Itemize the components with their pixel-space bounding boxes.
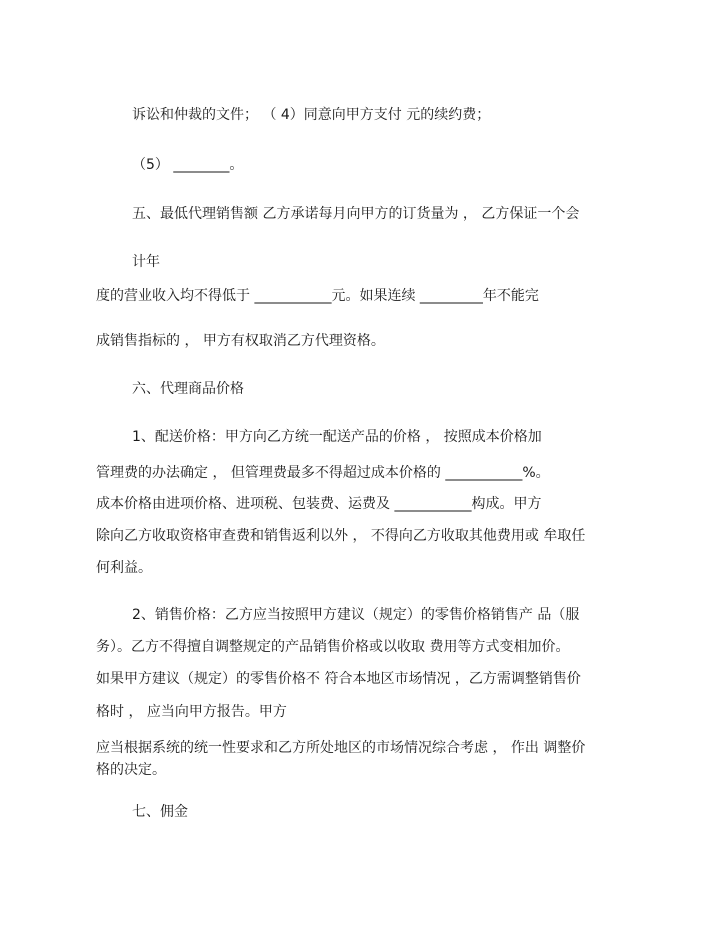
text-line-cancel-qualification: 成销售指标的 ， 甲方有权取消乙方代理资格。 [96,333,385,349]
text-line-report-to-party-a: 格时 ， 应当向甲方报告。甲方 [96,704,287,720]
text-line-no-price-adjustment: 务）。乙方不得擅自调整规定的产品销售价格或以收取 费用等方式变相加价。 [96,639,570,655]
text-line-benefit: 何利益。 [96,560,152,576]
text-line-fiscal-year: 计年 [132,254,160,270]
text-line-comprehensive-consideration: 应当根据系统的统一性要求和乙方所处地区的市场情况综合考虑 ， 作出 调整价 [96,740,586,756]
text-line-section-5-heading: 五、最低代理销售额 乙方承诺每月向甲方的订货量为 ， 乙方保证一个会 [132,206,580,222]
text-line-management-fee: 管理费的办法确定 ， 但管理费最多不得超过成本价格的 ___________%。 [96,465,550,481]
text-line-local-market: 如果甲方建议（规定）的零售价格不 符合本地区市场情况 ，乙方需调整销售价 [96,671,581,687]
text-line-minimum-revenue: 度的营业收入均不得低于 ___________元。如果连续 _________年不能完 [96,288,539,304]
text-line-section-6-heading: 六、代理商品价格 [132,381,244,397]
text-line-sales-price: 2、销售价格：乙方应当按照甲方建议（规定）的零售价格销售产 品（服 [132,607,580,623]
text-line-no-other-fees: 除向乙方收取资格审查费和销售返利以外 ， 不得向乙方收取其他费用或 牟取任 [96,528,586,544]
text-line-renewal-fee: 诉讼和仲裁的文件； （ 4）同意向甲方支付 元的续约费； [132,107,491,123]
text-line-item-5: （5） ________。 [132,157,244,173]
text-line-section-7-heading: 七、佣金 [132,804,188,820]
text-line-price-decision: 格的决定。 [96,762,166,778]
text-line-cost-composition: 成本价格由进项价格、进项税、包装费、运费及 ___________构成。甲方 [96,496,542,512]
text-line-delivery-price: 1、配送价格：甲方向乙方统一配送产品的价格 ， 按照成本价格加 [132,429,542,445]
